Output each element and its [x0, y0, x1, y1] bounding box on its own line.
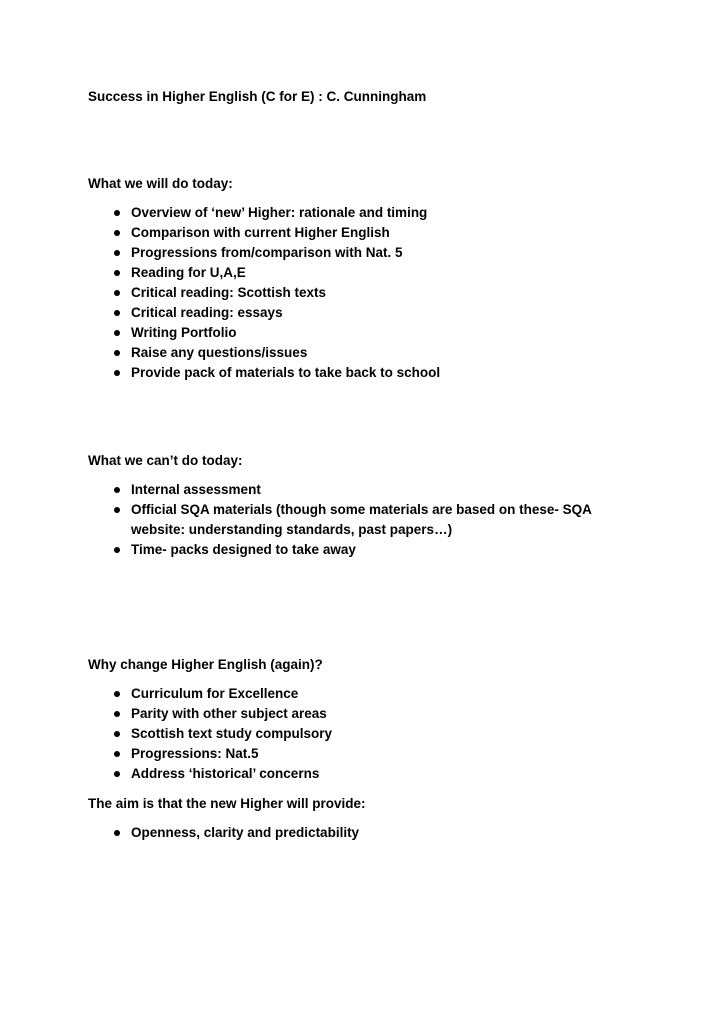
list-item: Progressions from/comparison with Nat. 5 [0, 243, 725, 263]
list-aim [0, 823, 725, 843]
list-item: Openness, clarity and predictability [0, 823, 725, 843]
heading-what-we-cant-do: What we can’t do today: [88, 453, 243, 468]
bullet-icon [114, 507, 120, 513]
list-item: Progressions: Nat.5 [0, 744, 725, 764]
bullet-icon [114, 290, 120, 296]
bullet-icon [114, 771, 120, 777]
heading-why-change: Why change Higher English (again)? [88, 657, 323, 672]
bullet-icon [114, 691, 120, 697]
bullet-icon [114, 250, 120, 256]
list-item: Curriculum for Excellence [0, 684, 725, 704]
list-item: Provide pack of materials to take back to school [0, 363, 725, 383]
list-item: Scottish text study compulsory [0, 724, 725, 744]
list-item: Time- packs designed to take away [0, 540, 725, 560]
bullet-icon [114, 830, 120, 836]
heading-what-we-will-do: What we will do today: [88, 176, 233, 191]
list-item: Comparison with current Higher English [0, 223, 725, 243]
bullet-icon [114, 547, 120, 553]
bullet-icon [114, 310, 120, 316]
list-item: Writing Portfolio [0, 323, 725, 343]
bullet-icon [114, 210, 120, 216]
list-what-we-will-do [0, 203, 725, 383]
list-item: Raise any questions/issues [0, 343, 725, 363]
bullet-icon [114, 330, 120, 336]
list-item: Overview of ‘new’ Higher: rationale and timing [0, 203, 725, 223]
list-item: Critical reading: Scottish texts [0, 283, 725, 303]
bullet-icon [114, 731, 120, 737]
heading-aim: The aim is that the new Higher will provide: [88, 796, 366, 811]
list-what-we-cant-do [0, 480, 725, 560]
list-item: Official SQA materials (though some materials are based on these- SQA website: understanding standards, past papers…) [0, 500, 725, 540]
bullet-icon [114, 487, 120, 493]
list-item: Parity with other subject areas [0, 704, 725, 724]
list-item: Critical reading: essays [0, 303, 725, 323]
list-item: Reading for U,A,E [0, 263, 725, 283]
bullet-icon [114, 711, 120, 717]
bullet-icon [114, 270, 120, 276]
document-title: Success in Higher English (C for E) : C. Cunningham [88, 89, 427, 104]
list-item: Internal assessment [0, 480, 725, 500]
bullet-icon [114, 230, 120, 236]
bullet-icon [114, 751, 120, 757]
bullet-icon [114, 350, 120, 356]
list-why-change [0, 684, 725, 784]
bullet-icon [114, 370, 120, 376]
list-item: Address ‘historical’ concerns [0, 764, 725, 784]
